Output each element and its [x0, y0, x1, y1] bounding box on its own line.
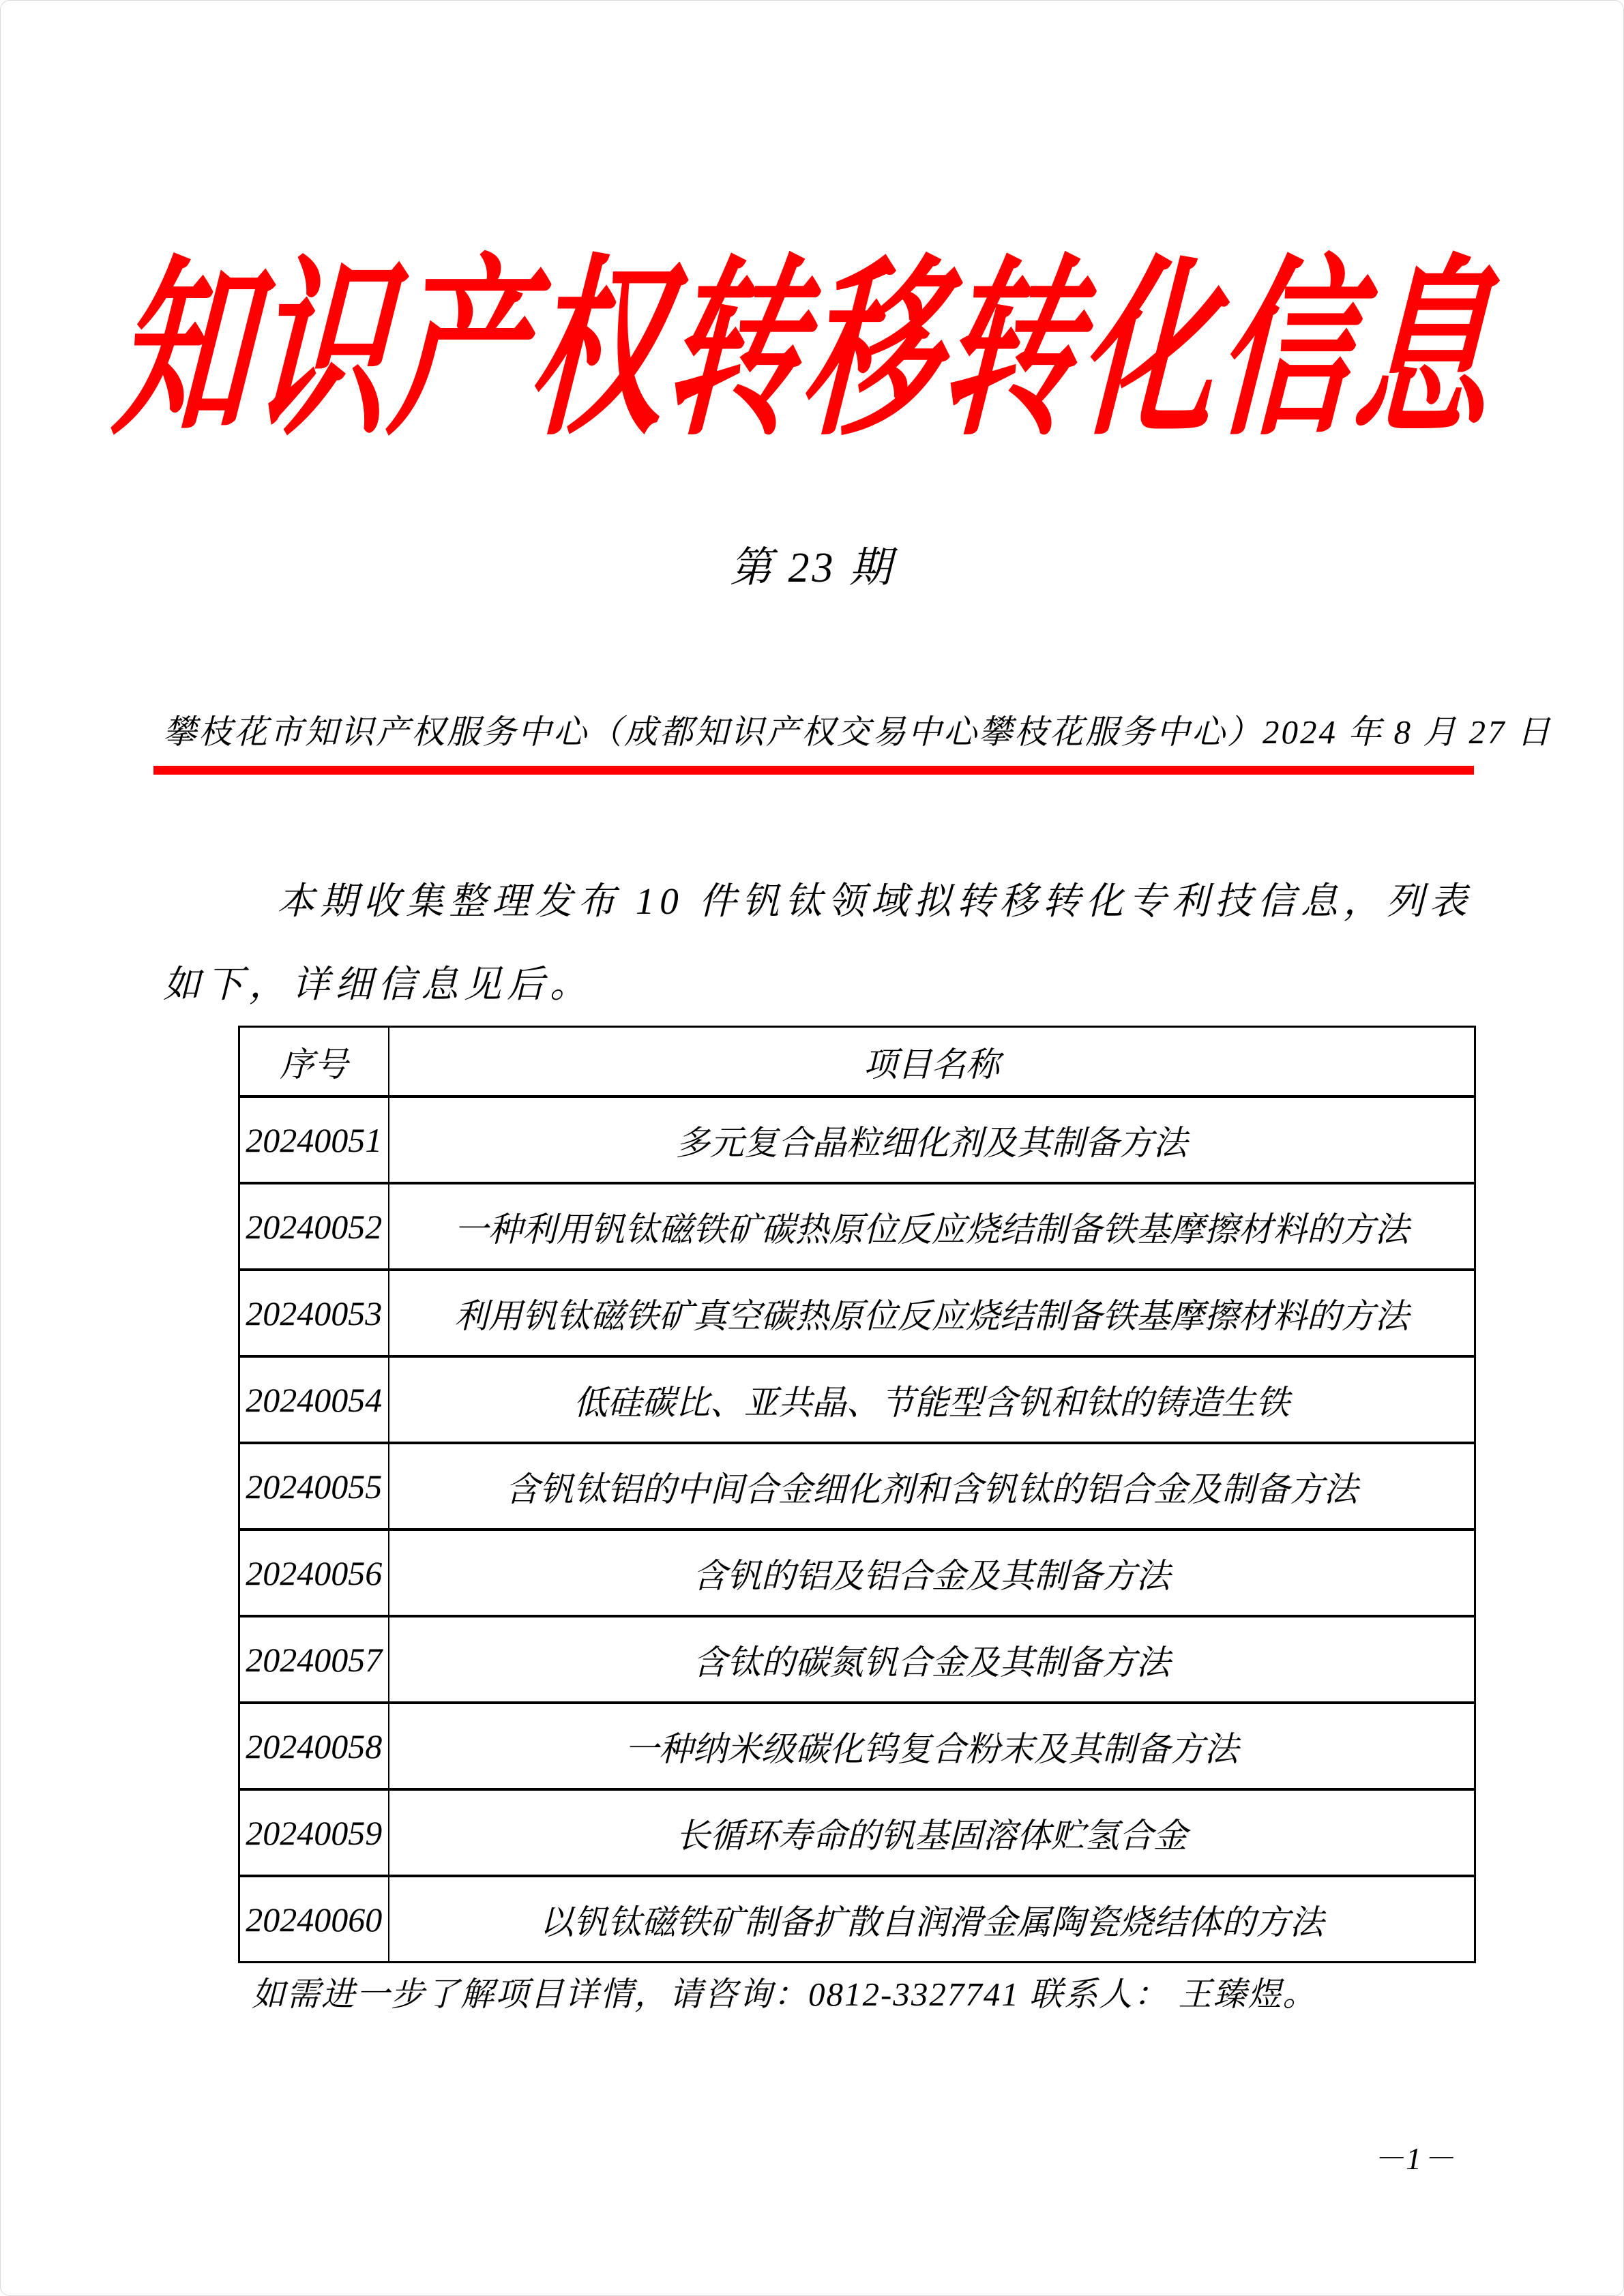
table-row [239, 1616, 1475, 1703]
cell-serial: 20240053 [239, 1270, 389, 1356]
cell-project-name: 低硅碳比、亚共晶、节能型含钒和钛的铸造生铁 [389, 1356, 1475, 1443]
cell-serial: 20240054 [239, 1356, 389, 1443]
intro-paragraph-line-2: 如下，详细信息见后。 [163, 964, 593, 1005]
page-title: 知识产权转移转化信息 [108, 245, 1502, 458]
cell-serial: 20240058 [239, 1703, 389, 1789]
table-row [239, 1530, 1475, 1616]
cell-project-name: 含钒钛铝的中间合金细化剂和含钒钛的铝合金及制备方法 [389, 1443, 1475, 1530]
table-header-row [239, 1027, 1475, 1097]
intro-paragraph-line-1: 本期收集整理发布 10 件钒钛领域拟转移转化专利技信息，列表 [277, 880, 1473, 922]
contact-note: 如需进一步了解项目详情，请咨询：0812-3327741 联系人： 王臻煜。 [252, 1976, 1318, 2013]
cell-serial: 20240056 [239, 1530, 389, 1616]
header-project-name: 项目名称 [863, 1045, 1000, 1084]
table-row [239, 1356, 1475, 1443]
page-number: －1－ [1373, 2141, 1456, 2176]
cell-project-name: 利用钒钛磁铁矿真空碳热原位反应烧结制备铁基摩擦材料的方法 [389, 1270, 1475, 1356]
cell-project-name: 含钒的铝及铝合金及其制备方法 [389, 1530, 1475, 1616]
cell-serial: 20240059 [239, 1789, 389, 1876]
cell-serial: 20240052 [239, 1183, 389, 1270]
publisher-line: 攀枝花市知识产权服务中心（成都知识产权交易中心攀枝花服务中心）2024 年 8 月 27 日 [163, 713, 1552, 751]
table-row [239, 1097, 1475, 1183]
table-row [239, 1876, 1475, 1963]
cell-serial: 20240051 [239, 1097, 389, 1183]
cell-project-name: 多元复合晶粒细化剂及其制备方法 [389, 1097, 1475, 1183]
table-row [239, 1183, 1475, 1270]
table-row [239, 1789, 1475, 1876]
cell-project-name: 一种利用钒钛磁铁矿碳热原位反应烧结制备铁基摩擦材料的方法 [389, 1183, 1475, 1270]
cell-serial: 20240057 [239, 1616, 389, 1703]
cell-project-name: 长循环寿命的钒基固溶体贮氢合金 [389, 1789, 1475, 1876]
projects-table [238, 1026, 1476, 1963]
red-divider-rule [153, 766, 1474, 775]
cell-project-name: 一种纳米级碳化钨复合粉末及其制备方法 [389, 1703, 1475, 1789]
table-row [239, 1703, 1475, 1789]
cell-project-name: 含钛的碳氮钒合金及其制备方法 [389, 1616, 1475, 1703]
cell-project-name: 以钒钛磁铁矿制备扩散自润滑金属陶瓷烧结体的方法 [389, 1876, 1475, 1963]
cell-serial: 20240055 [239, 1443, 389, 1530]
issue-number: 第 23 期 [729, 545, 894, 591]
table-row [239, 1443, 1475, 1530]
table-row [239, 1270, 1475, 1356]
cell-serial: 20240060 [239, 1876, 389, 1963]
header-serial: 序号 [239, 1027, 389, 1097]
